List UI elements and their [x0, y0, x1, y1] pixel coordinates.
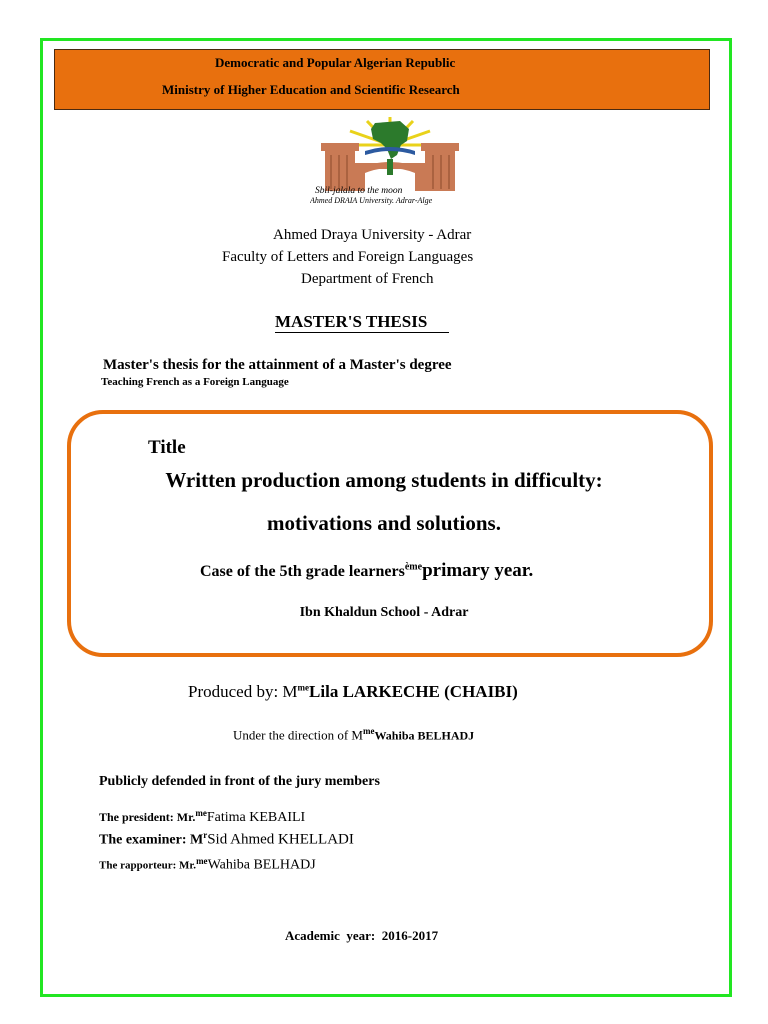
jury-name: Sid Ahmed KHELLADI: [207, 831, 354, 848]
case-tail: primary year.: [422, 560, 534, 581]
title-label: Title: [148, 437, 186, 458]
jury-member: [99, 808, 305, 826]
jury-heading: Publicly defended in front of the jury members: [99, 774, 380, 789]
jury-title-sup: r: [203, 830, 208, 840]
jury-role: The president: Mr.: [99, 810, 196, 824]
author-name: Lila LARKECHE (CHAIBI): [309, 682, 518, 701]
jury-title-sup: me: [195, 808, 207, 818]
thesis-title-line2: motivations and solutions.: [267, 511, 501, 535]
department-name: Department of French: [301, 271, 434, 287]
thesis-purpose: Master's thesis for the attainment of a Master's degree: [103, 357, 452, 373]
case-superscript: ème: [404, 561, 423, 573]
africa-map-icon: [371, 121, 409, 159]
case-text: Case of the 5th grade learners: [200, 563, 405, 580]
faculty-name: Faculty of Letters and Foreign Languages: [222, 249, 474, 265]
jury-role: The examiner: M: [99, 832, 204, 848]
supervisor-line: [233, 726, 474, 743]
ministry-name: Ministry of Higher Education and Scientific Research: [162, 82, 460, 97]
jury-role: The rapporteur: Mr.: [99, 859, 197, 872]
jury-name: Wahiba BELHADJ: [207, 857, 316, 873]
jury-name: Fatima KEBAILI: [206, 810, 306, 825]
produced-title-sup: me: [297, 682, 310, 693]
case-study-line: [200, 560, 533, 582]
thesis-heading: MASTER'S THESIS: [275, 312, 449, 333]
jury-member: [99, 856, 316, 874]
supervisor-name: Wahiba BELHADJ: [374, 728, 475, 743]
jury-title-sup: me: [196, 856, 208, 866]
produced-by: [188, 682, 518, 702]
direction-prefix: Under the direction of M: [233, 727, 363, 743]
academic-year: Academic year: 2016-2017: [285, 928, 439, 943]
produced-prefix: Produced by: M: [188, 682, 298, 701]
thesis-title-line1: Written production among students in difficulty:: [165, 468, 603, 492]
university-name: Ahmed Draya University - Adrar: [273, 227, 472, 243]
school-name: Ibn Khaldun School - Adrar: [299, 605, 469, 620]
direction-title-sup: me: [362, 726, 375, 736]
jury-member: [99, 830, 354, 849]
logo-university-name: Ahmed DRAIA University. Adrar-Alge: [310, 196, 433, 205]
thesis-specialty: Teaching French as a Foreign Language: [101, 376, 289, 388]
republic-name: Democratic and Popular Algerian Republic: [215, 55, 456, 70]
logo-motto: Sbil-jalala to the moon: [315, 186, 403, 196]
